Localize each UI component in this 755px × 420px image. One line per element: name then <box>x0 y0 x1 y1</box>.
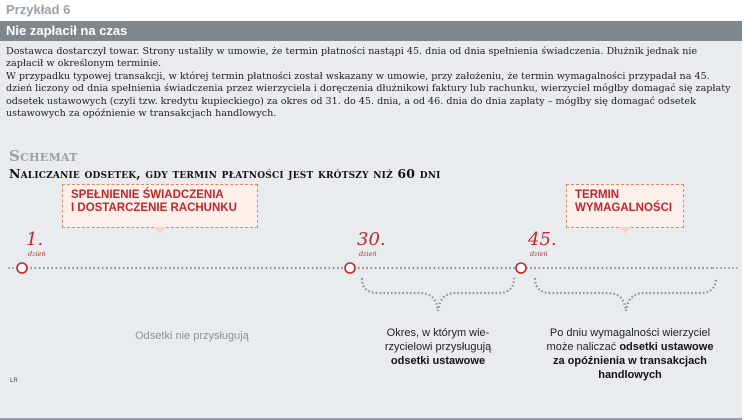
callout-due-date-line1: TERMIN <box>575 189 620 201</box>
callout-performance-line1: SPEŁNIENIE ŚWIADCZENIA <box>71 189 224 201</box>
note-statutory-interest-text: Okres, w którym wie-rzycielowi przysługują <box>384 327 492 353</box>
card-title: Nie zapłacił na czas <box>0 21 742 41</box>
brace-right <box>535 278 716 311</box>
paragraph-1: Dostawca dostarczył towar. Strony ustaliły w umowie, że termin płatności nastąpi 45. dnia od dnia spełnienia świadczenia. Dłużnik jednak nie zapłacił w określonym terminie. <box>6 46 698 70</box>
example-card <box>0 21 742 420</box>
note-statutory-interest-bold: odsetki ustawowe <box>390 355 486 367</box>
day-1-number: 1. <box>26 229 44 250</box>
note-no-interest: Odsetki nie przysługują <box>135 330 249 342</box>
callout-performance-line2: I DOSTARCZENIE RACHUNKU <box>71 202 237 214</box>
point-day-30 <box>345 263 355 273</box>
example-tag: Przykład 6 <box>6 2 71 17</box>
day-1-label: dzień <box>28 250 46 258</box>
callout-due-date <box>566 184 684 228</box>
brace-middle <box>362 278 514 311</box>
day-45-label: dzień <box>530 250 548 258</box>
note-late-interest <box>546 326 714 382</box>
callout-due-date-line2: WYMAGALNOŚCI <box>575 202 673 214</box>
day-45-number: 45. <box>528 229 557 250</box>
callout-performance <box>62 184 258 228</box>
author-mark: LR <box>10 378 18 384</box>
day-30-number: 30. <box>357 229 386 250</box>
day-30-label: dzień <box>359 250 377 258</box>
paragraph-2: W przypadku typowej transakcji, w której termin płatności został wskazany w umowie, przy założeniu, że termin wymagalności przypadał na 45. dzień liczony od dnia spełnienia świadczenia przez wierzyciela i doręczenia dłużnikowi faktury lub rachunku, wierzyciel mógłby domagać się zapłaty odsetek ustawowych (czyli tzw. kredytu kupieckiego) za okres od 31. do 45. dnia, a od 46. dnia do dnia zapłaty – mógłby się domagać odsetek ustawowych za opóźnienie w transakcjach handlowych. <box>6 70 731 120</box>
note-late-interest-bold: odsetki ustawowe za opóźnienia w transakcjach handlowych <box>552 341 714 381</box>
point-day-1 <box>17 263 27 273</box>
schema-subtitle: Naliczanie odsetek, gdy termin płatności jest krótszy niż 60 dni <box>9 166 441 181</box>
note-late-interest-text: Po dniu wymagalności wierzyciel może naliczać <box>546 327 711 353</box>
schema-heading: Schemat <box>9 147 78 165</box>
note-statutory-interest <box>368 326 508 368</box>
point-day-45 <box>516 263 526 273</box>
